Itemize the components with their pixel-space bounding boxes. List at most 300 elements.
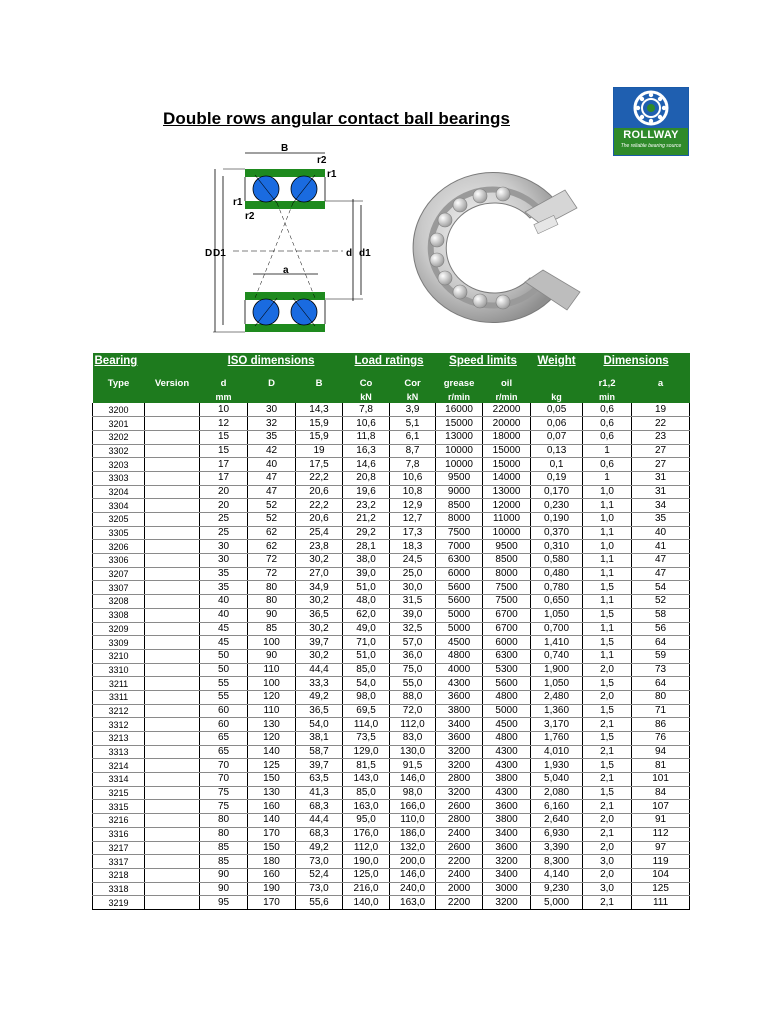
cell-weight: 0,310 bbox=[531, 540, 583, 554]
cell-d: 15 bbox=[200, 430, 248, 444]
cell-co: 20,8 bbox=[343, 471, 390, 485]
rollway-logo bbox=[613, 87, 689, 156]
cell-co: 51,0 bbox=[343, 649, 390, 663]
cell-a: 64 bbox=[632, 677, 690, 691]
cell-a: 47 bbox=[632, 554, 690, 568]
cell-oil: 4500 bbox=[483, 718, 531, 732]
cell-co: 216,0 bbox=[343, 882, 390, 896]
cell-weight: 0,190 bbox=[531, 513, 583, 527]
cell-r12: 2,1 bbox=[583, 718, 632, 732]
cell-version bbox=[145, 513, 200, 527]
cell-cor: 240,0 bbox=[390, 882, 436, 896]
cell-type: 3219 bbox=[93, 896, 145, 910]
cell-r12: 2,0 bbox=[583, 663, 632, 677]
cell-D: 140 bbox=[248, 814, 296, 828]
cell-weight: 3,390 bbox=[531, 841, 583, 855]
cell-B: 23,8 bbox=[296, 540, 343, 554]
cell-oil: 4300 bbox=[483, 745, 531, 759]
cell-cor: 55,0 bbox=[390, 677, 436, 691]
cell-oil: 4800 bbox=[483, 690, 531, 704]
cell-weight: 2,480 bbox=[531, 690, 583, 704]
label-r1-top: r1 bbox=[327, 169, 337, 180]
cell-co: 81,5 bbox=[343, 759, 390, 773]
cell-a: 76 bbox=[632, 732, 690, 746]
cell-d: 20 bbox=[200, 499, 248, 513]
cell-weight: 0,07 bbox=[531, 430, 583, 444]
cell-a: 101 bbox=[632, 773, 690, 787]
cell-d: 95 bbox=[200, 896, 248, 910]
cell-D: 62 bbox=[248, 526, 296, 540]
cell-oil: 6700 bbox=[483, 608, 531, 622]
cell-cor: 130,0 bbox=[390, 745, 436, 759]
cell-r12: 1,5 bbox=[583, 608, 632, 622]
cell-r12: 1,1 bbox=[583, 622, 632, 636]
cell-cor: 146,0 bbox=[390, 868, 436, 882]
cell-r12: 1,1 bbox=[583, 554, 632, 568]
cell-r12: 0,6 bbox=[583, 458, 632, 472]
cell-a: 34 bbox=[632, 499, 690, 513]
unit-weight: kg bbox=[531, 392, 583, 403]
cell-co: 163,0 bbox=[343, 800, 390, 814]
table-body bbox=[93, 403, 690, 909]
cell-version bbox=[145, 745, 200, 759]
table-row bbox=[93, 704, 690, 718]
cell-D: 52 bbox=[248, 513, 296, 527]
col-grease: grease bbox=[436, 375, 483, 392]
unit-r12: min bbox=[583, 392, 632, 403]
cell-type: 3306 bbox=[93, 554, 145, 568]
cell-weight: 1,360 bbox=[531, 704, 583, 718]
cell-a: 64 bbox=[632, 636, 690, 650]
cell-r12: 1,0 bbox=[583, 513, 632, 527]
col-a: a bbox=[632, 375, 690, 392]
cell-weight: 0,780 bbox=[531, 581, 583, 595]
cell-a: 59 bbox=[632, 649, 690, 663]
cell-version bbox=[145, 526, 200, 540]
cell-cor: 200,0 bbox=[390, 855, 436, 869]
cell-type: 3202 bbox=[93, 430, 145, 444]
cell-r12: 1,1 bbox=[583, 649, 632, 663]
cell-d: 90 bbox=[200, 882, 248, 896]
cell-version bbox=[145, 786, 200, 800]
cell-D: 80 bbox=[248, 581, 296, 595]
cell-type: 3317 bbox=[93, 855, 145, 869]
cell-B: 33,3 bbox=[296, 677, 343, 691]
cell-d: 10 bbox=[200, 403, 248, 417]
table-row bbox=[93, 499, 690, 513]
cell-weight: 0,1 bbox=[531, 458, 583, 472]
cell-oil: 7500 bbox=[483, 595, 531, 609]
table-row bbox=[93, 636, 690, 650]
cell-version bbox=[145, 800, 200, 814]
cell-grease: 13000 bbox=[436, 430, 483, 444]
cell-r12: 1,5 bbox=[583, 581, 632, 595]
cell-d: 50 bbox=[200, 649, 248, 663]
cell-cor: 88,0 bbox=[390, 690, 436, 704]
table-row bbox=[93, 718, 690, 732]
cell-co: 95,0 bbox=[343, 814, 390, 828]
cell-type: 3207 bbox=[93, 567, 145, 581]
cell-oil: 6700 bbox=[483, 622, 531, 636]
cell-B: 19 bbox=[296, 444, 343, 458]
cell-r12: 2,0 bbox=[583, 814, 632, 828]
cell-weight: 2,640 bbox=[531, 814, 583, 828]
cell-r12: 2,0 bbox=[583, 690, 632, 704]
table-row bbox=[93, 403, 690, 417]
cell-a: 56 bbox=[632, 622, 690, 636]
cell-B: 27,0 bbox=[296, 567, 343, 581]
cell-type: 3210 bbox=[93, 649, 145, 663]
cell-r12: 1,1 bbox=[583, 595, 632, 609]
cell-a: 112 bbox=[632, 827, 690, 841]
cell-cor: 186,0 bbox=[390, 827, 436, 841]
cell-r12: 2,0 bbox=[583, 868, 632, 882]
cell-type: 3201 bbox=[93, 417, 145, 431]
cell-a: 97 bbox=[632, 841, 690, 855]
cell-B: 20,6 bbox=[296, 485, 343, 499]
cell-version bbox=[145, 622, 200, 636]
cell-cor: 18,3 bbox=[390, 540, 436, 554]
cell-weight: 8,300 bbox=[531, 855, 583, 869]
cell-weight: 0,580 bbox=[531, 554, 583, 568]
cell-D: 150 bbox=[248, 841, 296, 855]
unit-D bbox=[248, 392, 296, 403]
cell-d: 70 bbox=[200, 759, 248, 773]
logo-name: ROLLWAY bbox=[623, 129, 679, 141]
cell-cor: 75,0 bbox=[390, 663, 436, 677]
cell-B: 17,5 bbox=[296, 458, 343, 472]
label-d: d bbox=[346, 248, 353, 259]
cell-type: 3212 bbox=[93, 704, 145, 718]
cell-weight: 0,170 bbox=[531, 485, 583, 499]
table-row bbox=[93, 417, 690, 431]
cell-co: 48,0 bbox=[343, 595, 390, 609]
logo-tagline: The reliable bearing source bbox=[620, 143, 682, 149]
table-row bbox=[93, 649, 690, 663]
cell-oil: 3800 bbox=[483, 814, 531, 828]
cell-weight: 6,160 bbox=[531, 800, 583, 814]
cell-r12: 1,5 bbox=[583, 786, 632, 800]
unit-d: mm bbox=[200, 392, 248, 403]
cell-D: 90 bbox=[248, 608, 296, 622]
cell-D: 100 bbox=[248, 636, 296, 650]
cell-version bbox=[145, 608, 200, 622]
cell-B: 25,4 bbox=[296, 526, 343, 540]
table-row bbox=[93, 458, 690, 472]
cell-a: 119 bbox=[632, 855, 690, 869]
table-row bbox=[93, 444, 690, 458]
cell-grease: 3800 bbox=[436, 704, 483, 718]
cell-weight: 5,040 bbox=[531, 773, 583, 787]
cell-r12: 1 bbox=[583, 471, 632, 485]
cell-co: 51,0 bbox=[343, 581, 390, 595]
cell-a: 86 bbox=[632, 718, 690, 732]
cell-d: 30 bbox=[200, 540, 248, 554]
cell-weight: 2,080 bbox=[531, 786, 583, 800]
cell-oil: 7500 bbox=[483, 581, 531, 595]
table-row bbox=[93, 745, 690, 759]
cell-co: 85,0 bbox=[343, 663, 390, 677]
cell-grease: 10000 bbox=[436, 444, 483, 458]
cell-d: 50 bbox=[200, 663, 248, 677]
cell-version bbox=[145, 814, 200, 828]
cell-oil: 20000 bbox=[483, 417, 531, 431]
cell-cor: 36,0 bbox=[390, 649, 436, 663]
cell-D: 120 bbox=[248, 732, 296, 746]
unit-a bbox=[632, 392, 690, 403]
table-row bbox=[93, 690, 690, 704]
cell-D: 110 bbox=[248, 663, 296, 677]
cell-B: 68,3 bbox=[296, 800, 343, 814]
cell-type: 3315 bbox=[93, 800, 145, 814]
cell-grease: 2800 bbox=[436, 773, 483, 787]
cell-type: 3318 bbox=[93, 882, 145, 896]
cell-version bbox=[145, 732, 200, 746]
cell-cor: 12,7 bbox=[390, 513, 436, 527]
cell-B: 44,4 bbox=[296, 663, 343, 677]
cell-type: 3217 bbox=[93, 841, 145, 855]
cell-weight: 0,05 bbox=[531, 403, 583, 417]
cell-oil: 3000 bbox=[483, 882, 531, 896]
cell-D: 35 bbox=[248, 430, 296, 444]
cell-grease: 8500 bbox=[436, 499, 483, 513]
cell-type: 3307 bbox=[93, 581, 145, 595]
cell-d: 45 bbox=[200, 636, 248, 650]
cell-B: 54,0 bbox=[296, 718, 343, 732]
unit-cor: kN bbox=[390, 392, 436, 403]
cell-co: 19,6 bbox=[343, 485, 390, 499]
cell-co: 140,0 bbox=[343, 896, 390, 910]
cell-a: 107 bbox=[632, 800, 690, 814]
cell-grease: 8000 bbox=[436, 513, 483, 527]
cell-D: 100 bbox=[248, 677, 296, 691]
cell-B: 15,9 bbox=[296, 417, 343, 431]
table-row bbox=[93, 827, 690, 841]
table-row bbox=[93, 677, 690, 691]
cell-d: 85 bbox=[200, 841, 248, 855]
cell-oil: 15000 bbox=[483, 444, 531, 458]
cell-cor: 146,0 bbox=[390, 773, 436, 787]
table-row bbox=[93, 759, 690, 773]
cell-D: 150 bbox=[248, 773, 296, 787]
cell-cor: 57,0 bbox=[390, 636, 436, 650]
cell-oil: 4300 bbox=[483, 759, 531, 773]
outer-ring-top bbox=[245, 169, 325, 177]
cell-cor: 17,3 bbox=[390, 526, 436, 540]
cell-co: 29,2 bbox=[343, 526, 390, 540]
cell-type: 3216 bbox=[93, 814, 145, 828]
cell-B: 49,2 bbox=[296, 690, 343, 704]
cell-type: 3205 bbox=[93, 513, 145, 527]
cell-a: 71 bbox=[632, 704, 690, 718]
cell-co: 11,8 bbox=[343, 430, 390, 444]
cell-D: 110 bbox=[248, 704, 296, 718]
table-row bbox=[93, 485, 690, 499]
cell-oil: 12000 bbox=[483, 499, 531, 513]
cell-grease: 2000 bbox=[436, 882, 483, 896]
group-header-row bbox=[93, 353, 690, 375]
table-row bbox=[93, 868, 690, 882]
cell-B: 30,2 bbox=[296, 649, 343, 663]
cell-weight: 1,760 bbox=[531, 732, 583, 746]
cell-co: 23,2 bbox=[343, 499, 390, 513]
cell-B: 38,1 bbox=[296, 732, 343, 746]
cell-r12: 1,5 bbox=[583, 636, 632, 650]
cell-version bbox=[145, 567, 200, 581]
cell-cor: 110,0 bbox=[390, 814, 436, 828]
cell-a: 84 bbox=[632, 786, 690, 800]
cell-cor: 8,7 bbox=[390, 444, 436, 458]
cell-co: 73,5 bbox=[343, 732, 390, 746]
cell-type: 3211 bbox=[93, 677, 145, 691]
cell-a: 19 bbox=[632, 403, 690, 417]
cell-cor: 10,6 bbox=[390, 471, 436, 485]
cell-grease: 5600 bbox=[436, 581, 483, 595]
cell-a: 41 bbox=[632, 540, 690, 554]
cell-d: 25 bbox=[200, 526, 248, 540]
cell-B: 14,3 bbox=[296, 403, 343, 417]
cell-weight: 0,19 bbox=[531, 471, 583, 485]
cell-weight: 0,230 bbox=[531, 499, 583, 513]
cell-a: 47 bbox=[632, 567, 690, 581]
cell-weight: 0,700 bbox=[531, 622, 583, 636]
cell-weight: 3,170 bbox=[531, 718, 583, 732]
cell-B: 39,7 bbox=[296, 636, 343, 650]
cell-d: 17 bbox=[200, 471, 248, 485]
inner-ring-bottom bbox=[245, 292, 325, 300]
cell-D: 32 bbox=[248, 417, 296, 431]
cell-B: 39,7 bbox=[296, 759, 343, 773]
unit-co: kN bbox=[343, 392, 390, 403]
cell-D: 130 bbox=[248, 718, 296, 732]
unit-B bbox=[296, 392, 343, 403]
label-D: D bbox=[205, 248, 213, 259]
table-row bbox=[93, 526, 690, 540]
group-dimensions: Dimensions bbox=[583, 353, 690, 375]
cell-d: 65 bbox=[200, 745, 248, 759]
cell-grease: 4000 bbox=[436, 663, 483, 677]
cell-r12: 2,0 bbox=[583, 841, 632, 855]
cell-co: 54,0 bbox=[343, 677, 390, 691]
cell-type: 3204 bbox=[93, 485, 145, 499]
cell-type: 3316 bbox=[93, 827, 145, 841]
cell-D: 170 bbox=[248, 827, 296, 841]
cell-co: 190,0 bbox=[343, 855, 390, 869]
cell-co: 39,0 bbox=[343, 567, 390, 581]
cell-D: 47 bbox=[248, 471, 296, 485]
cell-B: 49,2 bbox=[296, 841, 343, 855]
cell-co: 62,0 bbox=[343, 608, 390, 622]
cell-D: 40 bbox=[248, 458, 296, 472]
cell-version bbox=[145, 417, 200, 431]
cell-D: 160 bbox=[248, 868, 296, 882]
cell-type: 3206 bbox=[93, 540, 145, 554]
cell-r12: 1,1 bbox=[583, 526, 632, 540]
cell-a: 81 bbox=[632, 759, 690, 773]
cell-cor: 7,8 bbox=[390, 458, 436, 472]
cell-co: 129,0 bbox=[343, 745, 390, 759]
cell-D: 72 bbox=[248, 567, 296, 581]
cell-type: 3313 bbox=[93, 745, 145, 759]
cell-version bbox=[145, 581, 200, 595]
table-row bbox=[93, 581, 690, 595]
cell-co: 28,1 bbox=[343, 540, 390, 554]
cell-r12: 0,6 bbox=[583, 430, 632, 444]
group-weight: Weight bbox=[531, 353, 583, 375]
cell-cor: 24,5 bbox=[390, 554, 436, 568]
cell-grease: 2400 bbox=[436, 868, 483, 882]
cell-cor: 132,0 bbox=[390, 841, 436, 855]
cell-type: 3215 bbox=[93, 786, 145, 800]
cell-version bbox=[145, 458, 200, 472]
cell-r12: 1,0 bbox=[583, 485, 632, 499]
cell-weight: 5,000 bbox=[531, 896, 583, 910]
cell-type: 3309 bbox=[93, 636, 145, 650]
cell-co: 7,8 bbox=[343, 403, 390, 417]
cell-D: 30 bbox=[248, 403, 296, 417]
cell-co: 98,0 bbox=[343, 690, 390, 704]
cell-cor: 83,0 bbox=[390, 732, 436, 746]
cell-D: 72 bbox=[248, 554, 296, 568]
cell-d: 75 bbox=[200, 800, 248, 814]
cell-type: 3314 bbox=[93, 773, 145, 787]
cell-version bbox=[145, 704, 200, 718]
cell-version bbox=[145, 827, 200, 841]
cell-d: 15 bbox=[200, 444, 248, 458]
cell-version bbox=[145, 485, 200, 499]
unit-type bbox=[93, 392, 145, 403]
cell-cor: 10,8 bbox=[390, 485, 436, 499]
cell-d: 60 bbox=[200, 718, 248, 732]
cell-d: 40 bbox=[200, 608, 248, 622]
cell-D: 47 bbox=[248, 485, 296, 499]
cell-r12: 1,5 bbox=[583, 732, 632, 746]
cell-version bbox=[145, 855, 200, 869]
cell-weight: 0,370 bbox=[531, 526, 583, 540]
cell-type: 3213 bbox=[93, 732, 145, 746]
cell-d: 60 bbox=[200, 704, 248, 718]
cell-weight: 0,13 bbox=[531, 444, 583, 458]
cell-grease: 5000 bbox=[436, 608, 483, 622]
cell-r12: 1 bbox=[583, 444, 632, 458]
cell-weight: 4,010 bbox=[531, 745, 583, 759]
cell-r12: 2,1 bbox=[583, 773, 632, 787]
cell-oil: 3200 bbox=[483, 855, 531, 869]
cell-d: 40 bbox=[200, 595, 248, 609]
bearing-specifications-table bbox=[92, 353, 690, 910]
cell-co: 14,6 bbox=[343, 458, 390, 472]
cell-version bbox=[145, 896, 200, 910]
cell-oil: 9500 bbox=[483, 540, 531, 554]
cell-B: 15,9 bbox=[296, 430, 343, 444]
cell-weight: 6,930 bbox=[531, 827, 583, 841]
cell-co: 16,3 bbox=[343, 444, 390, 458]
cell-a: 27 bbox=[632, 458, 690, 472]
cell-oil: 8000 bbox=[483, 567, 531, 581]
cell-a: 73 bbox=[632, 663, 690, 677]
col-r12: r1,2 bbox=[583, 375, 632, 392]
cell-d: 12 bbox=[200, 417, 248, 431]
cell-oil: 5600 bbox=[483, 677, 531, 691]
cell-oil: 5000 bbox=[483, 704, 531, 718]
cell-type: 3302 bbox=[93, 444, 145, 458]
cell-D: 190 bbox=[248, 882, 296, 896]
cell-grease: 7500 bbox=[436, 526, 483, 540]
cell-D: 170 bbox=[248, 896, 296, 910]
cell-B: 63,5 bbox=[296, 773, 343, 787]
cell-B: 30,2 bbox=[296, 595, 343, 609]
column-header-row bbox=[93, 375, 690, 392]
